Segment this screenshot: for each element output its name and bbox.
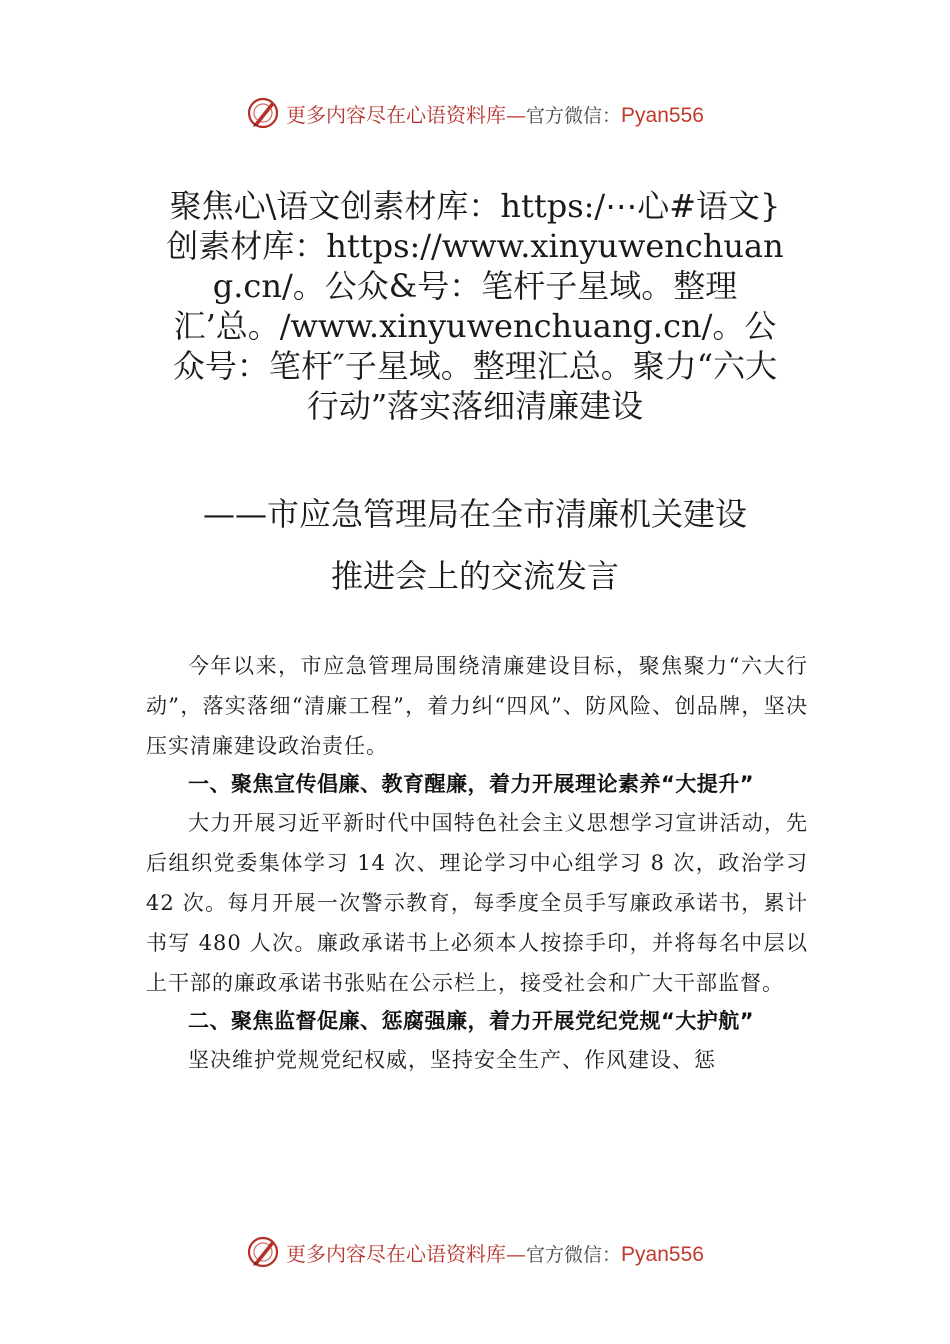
section-paragraph-2: 坚决维护党规党纪权威，坚持安全生产、作风建设、惩 [188,1048,716,1072]
banner-text [286,99,704,128]
pen-logo-icon [246,96,280,130]
footer-banner [0,1232,950,1272]
intro-paragraph: 今年以来，市应急管理局围绕清廉建设目标，聚焦聚力“六大行动”，落实落细“清廉工程”，着力纠“四风”、防风险、创品牌，坚决压实清廉建设政治责任。 [146,654,808,758]
banner-separator: — [506,102,527,127]
banner-wechat-label: 官方微信： [526,1243,622,1266]
section-paragraph-1: 大力开展习近平新时代中国特色社会主义思想学习宣讲活动，先后组织党委集体学习 14 次、理论学习中心组学习 8 次，政治学习 42 次。每月开展一次警示教育，每季度全员手写廉政承诺书，累计书写 480 人次。廉政承诺书上必须本人按捺手印，并将每名中层以上干部的廉政承诺书张贴在公示栏上，接受社会和广大干部监督。 [146,811,808,995]
banner-brand: 更多内容尽在心语资料库 [286,1241,507,1266]
subtitle-line-2: 推进会上的交流发言 [330,557,619,595]
section-heading-1: 一、聚焦宣传倡廉、教育醒廉，着力开展理论素养“大提升” [188,772,755,796]
banner-account: Pyan556 [621,1242,704,1266]
header-banner [0,93,950,133]
document-title: 聚焦心\语文创素材库：https:/⋯心#语文}创素材库：https://www.xinyuwenchuang.cn/。公众&号：笔杆子星域。整理汇’总。/www.xinyuwenchuang.cn/。公众号：笔杆″子星域。整理汇总。聚力“六大行动”落实落细清廉建设 [166,187,784,425]
banner-separator: — [506,1241,527,1266]
pen-logo-icon [246,1235,280,1269]
section-heading-2: 二、聚焦监督促廉、惩腐强廉，着力开展党纪党规“大护航” [188,1009,755,1033]
banner-wechat-label: 官方微信： [526,104,622,127]
banner-brand: 更多内容尽在心语资料库 [286,102,507,127]
subtitle-line-1: ——市应急管理局在全市清廉机关建设 [202,495,747,533]
banner-text [286,1238,704,1267]
document-body [146,646,808,1080]
banner-account: Pyan556 [621,103,704,127]
